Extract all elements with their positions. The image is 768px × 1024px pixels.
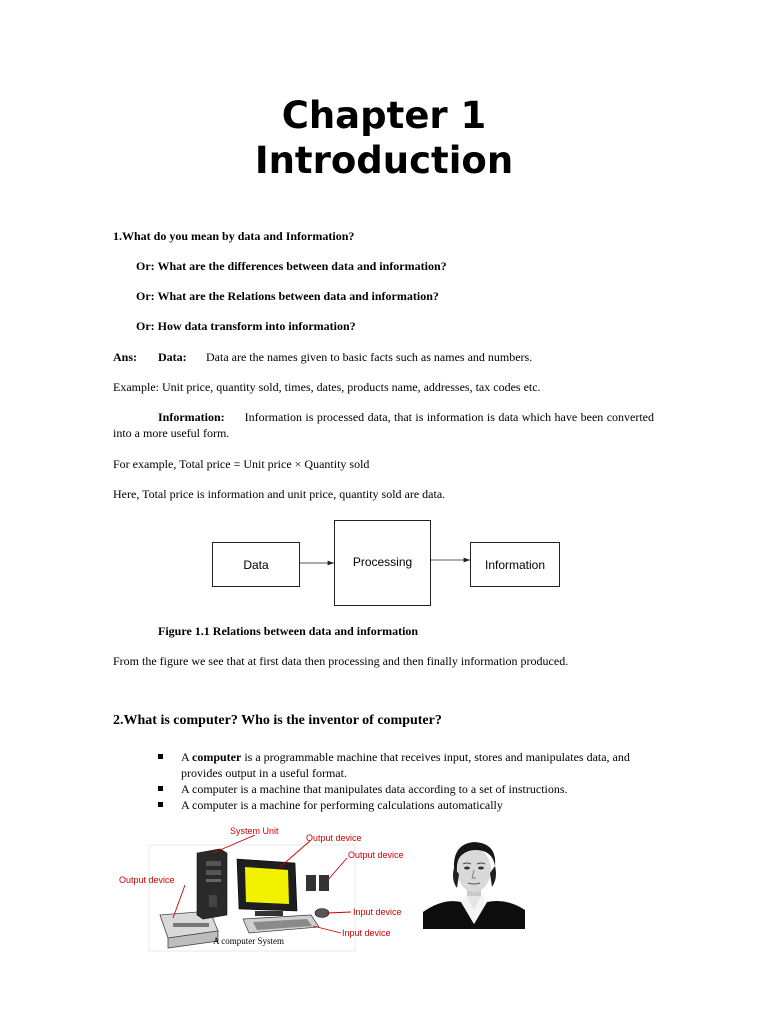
label-input-device-2: Input device (342, 928, 391, 938)
page-title (0, 93, 768, 183)
data-definition: Data are the names given to basic facts such as names and numbers. (206, 350, 533, 364)
system-unit-icon (197, 849, 227, 919)
bullet-1-prefix: A (181, 750, 193, 764)
question-1-or-1: Or: What are the differences between data and information? (136, 259, 447, 273)
label-output-device-2: Output device (348, 850, 404, 860)
diagram-box-processing (334, 520, 431, 606)
list-item (158, 781, 658, 797)
data-example: Example: Unit price, quantity sold, times, dates, products name, addresses, tax codes etc. (113, 380, 541, 394)
question-1-or-3: Or: How data transform into information? (136, 319, 356, 333)
diagram-box-information (470, 542, 560, 587)
computer-system-figure (115, 823, 415, 953)
diagram-box-information-label: Information (484, 557, 546, 572)
bullet-3-text: A computer is a machine for performing calculations automatically (181, 798, 503, 812)
chapter-title: Introduction (254, 139, 514, 182)
mouse-icon (315, 909, 329, 918)
figure-caption: Figure 1.1 Relations between data and information (158, 624, 419, 638)
bullet-2-text: A computer is a machine that manipulates data according to a set of instructions. (181, 782, 568, 796)
question-1-or-2: Or: What are the Relations between data and information? (136, 289, 439, 303)
list-item (158, 797, 658, 813)
label-system-unit: System Unit (230, 826, 279, 836)
label-input-device-1: Input device (353, 907, 402, 917)
list-item (158, 749, 658, 781)
bullet-1-text: is a programmable machine that receives input, stores and manipulates data, and provides output in a useful format. (181, 750, 630, 780)
label-output-device-1: Output device (306, 833, 362, 843)
diagram-box-processing-label: Processing (352, 555, 413, 569)
information-definition: Information is processed data, that is information is data which have been converted into a more useful form. (113, 410, 654, 440)
diagram-box-data (212, 542, 300, 587)
label-output-device-3: Output device (119, 875, 175, 885)
total-price-explanation: Here, Total price is information and unit price, quantity sold are data. (113, 487, 446, 501)
question-2: 2.What is computer? Who is the inventor of computer? (113, 713, 442, 728)
answer-label: Ans: (113, 350, 138, 364)
monitor-icon (237, 859, 297, 916)
diagram-box-data-label: Data (243, 557, 269, 572)
question-1: 1.What do you mean by data and Information? (113, 229, 355, 243)
computer-system-caption: A computer System (213, 936, 284, 946)
figure-conclusion: From the figure we see that at first data then processing and then finally information produced. (113, 654, 569, 668)
computer-definition-list (158, 749, 658, 813)
bullet-icon (158, 802, 163, 807)
inventor-portrait (423, 832, 525, 929)
data-label: Data: (158, 350, 187, 364)
information-label: Information: (158, 410, 225, 424)
information-paragraph (113, 409, 654, 441)
portrait-icon (423, 832, 525, 929)
chapter-number: Chapter 1 (281, 94, 487, 137)
bullet-icon (158, 754, 163, 759)
total-price-example: For example, Total price = Unit price × Quantity sold (113, 457, 370, 471)
bullet-1-keyword: computer (192, 750, 242, 764)
bullet-icon (158, 786, 163, 791)
